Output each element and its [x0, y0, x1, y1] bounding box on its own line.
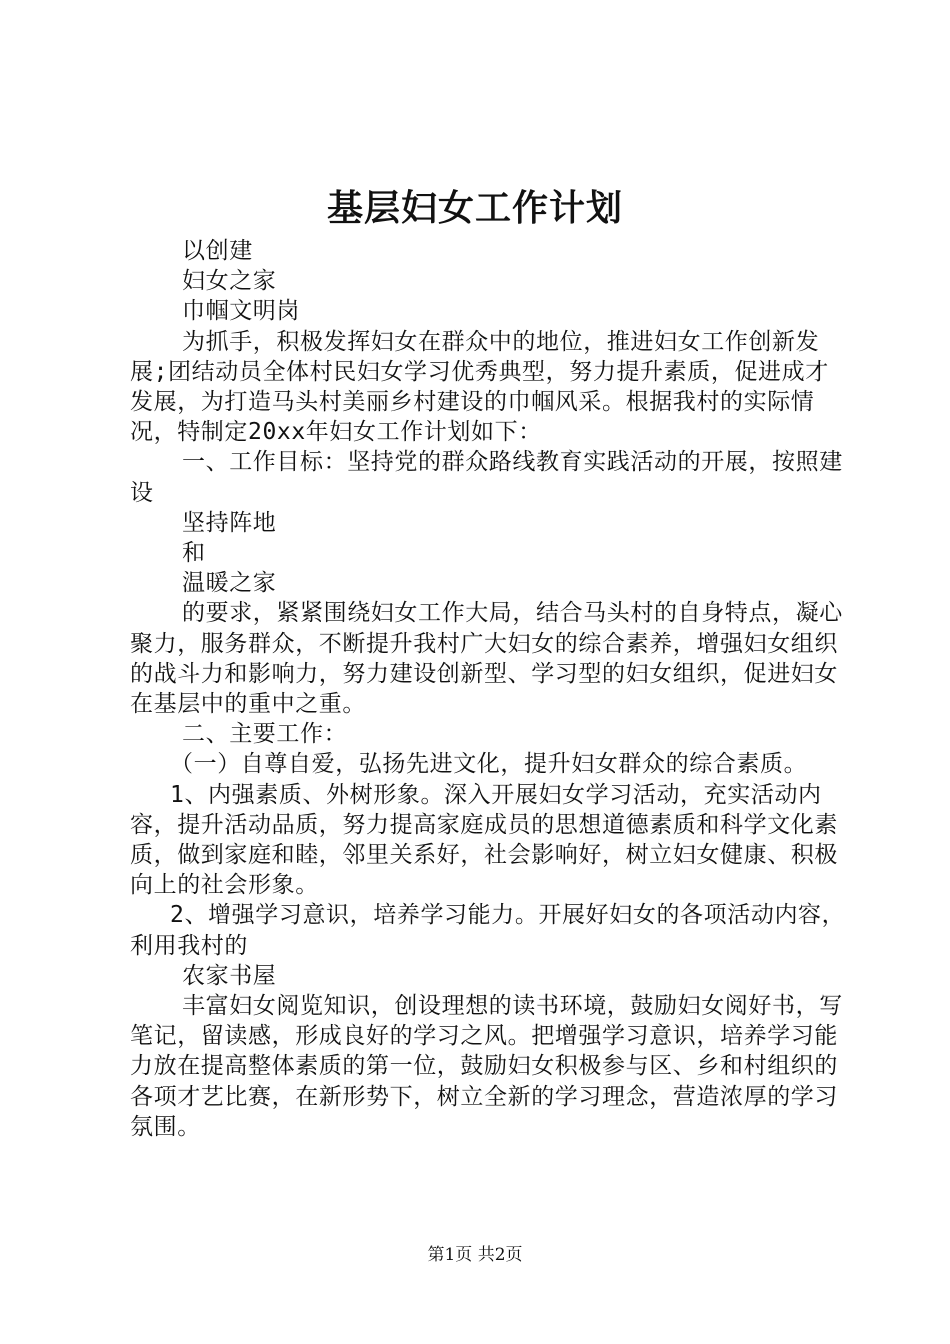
paragraph-item-1: 1、内强素质、外树形象。深入开展妇女学习活动，充实活动内容，提升活动品质，努力提高家庭成员的思想道德素质和科学文化素质，做到家庭和睦，邻里关系好，社会影响好，树立妇女健康、积极向上的社会形象。 [130, 781, 838, 899]
paragraph-goal-item-2: 和 [182, 540, 206, 567]
paragraph-goal-body: 的要求，紧紧围绕妇女工作大局，结合马头村的自身特点，凝心聚力，服务群众，不断提升我村广大妇女的综合素养，增强妇女组织的战斗力和影响力，努力建设创新型、学习型的妇女组织，促进妇女在基层中的重中之重。 [130, 600, 843, 718]
paragraph-goal-item-3: 温暖之家 [182, 570, 277, 597]
paragraph-line-1: 以创建 [182, 238, 253, 264]
paragraph-section-1-heading: （一）自尊自爱，弘扬先进文化，提升妇女群众的综合素质。 [170, 751, 808, 778]
paragraph-line-2: 妇女之家 [182, 268, 277, 295]
page-footer: 第1页 共2页 [427, 1245, 523, 1265]
paragraph-main-work-heading: 二、主要工作： [182, 721, 348, 748]
paragraph-goal-item-1: 坚持阵地 [182, 509, 277, 536]
paragraph-item-2-body: 丰富妇女阅览知识，创设理想的读书环境，鼓励妇女阅好书，写笔记，留读感，形成良好的学习之风。把增强学习意识，培养学习能力放在提高整体素质的第一位，鼓励妇女积极参与区、乡和村组织的各项才艺比赛，在新形势下，树立全新的学习理念，营造浓厚的学习氛围。 [130, 993, 843, 1140]
paragraph-intro: 为抓手，积极发挥妇女在群众中的地位，推进妇女工作创新发展;团结动员全体村民妇女学习优秀典型，努力提升素质，促进成才发展，为打造马头村美丽乡村建设的巾帼风采。根据我村的实际情况，特制定20xx年妇女工作计划如下： [130, 328, 829, 446]
paragraph-item-2-term: 农家书屋 [182, 962, 277, 989]
paragraph-item-2: 2、增强学习意识，培养学习能力。开展好妇女的各项活动内容，利用我村的 [130, 902, 846, 959]
paragraph-goal-heading: 一、工作目标：坚持党的群众路线教育实践活动的开展，按照建设 [130, 449, 843, 506]
document-body [130, 236, 850, 1142]
paragraph-line-3: 巾帼文明岗 [182, 298, 300, 325]
document-title: 基层妇女工作计划 [326, 187, 623, 229]
